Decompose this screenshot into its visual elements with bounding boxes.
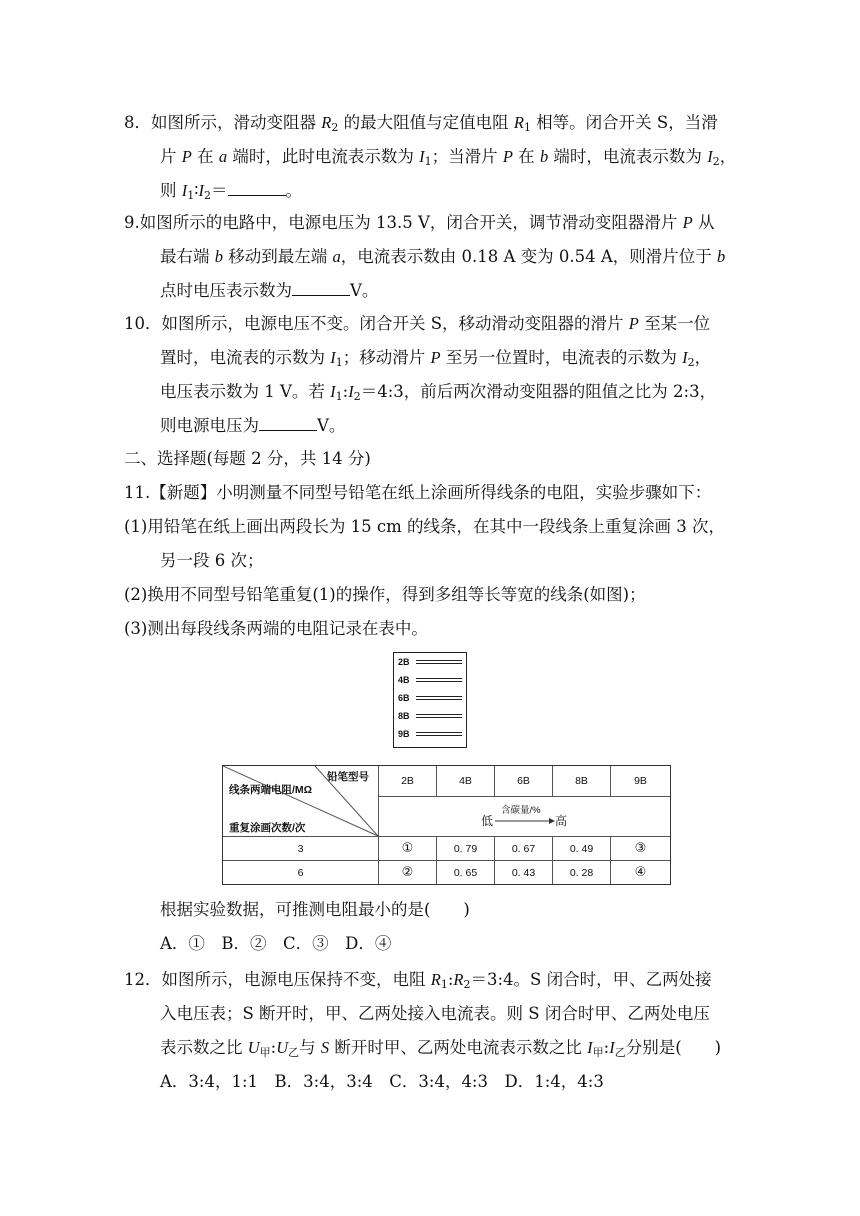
q11-question: 根据实验数据，可推测电阻最小的是( ) (160, 900, 470, 919)
question-10 (124, 307, 744, 443)
header-resistance: 线条两端电阻/MΩ (229, 784, 313, 796)
table-cell: 0. 79 (453, 842, 478, 855)
resistance-table (222, 765, 671, 885)
carbon-low-label: 低 (481, 814, 494, 828)
question-12 (124, 963, 744, 1099)
column-header: 4B (459, 775, 472, 787)
q10-line-4: 则电源电压为 V。 (124, 409, 744, 443)
q11-step-1-cont: 另一段 6 次； (160, 551, 264, 570)
q9-line-3: 点时电压表示数为 V。 (124, 274, 744, 308)
q11-line-1: 11.【新题】小明测量不同型号铅笔在纸上涂画所得线条的电阻，实验步骤如下： (124, 483, 712, 502)
q9-line-2: 最右端 b 移动到最左端 a，电流表示数由 0.18 A 变为 0.54 A，则滑片位于 b (160, 247, 726, 266)
q12-line-2: 入电压表；S 断开时，甲、乙两处接入电流表。则 S 闭合时甲、乙两处电压 (160, 1004, 710, 1023)
q11-step-1: (1)用铅笔在纸上画出两段长为 15 cm 的线条，在其中一段线条上重复涂画 3 次， (124, 517, 725, 536)
table-cell: 0. 28 (569, 866, 594, 879)
q12-options[interactable]: A．3:4，1:1 B．3:4，3:4 C．3:4，4:3 D．1:4，4:3 (160, 1072, 604, 1091)
q8-line-2: 片 P 在 a 端时，此时电流表示数为 $I_1$；当滑片 P 在 b 端时，电流表示数为 $I_2$， (160, 147, 737, 168)
carbon-content-label: 含碳量/% (501, 805, 541, 816)
column-header: 6B (517, 775, 530, 787)
q11-step-3: (3)测出每段线条两端的电阻记录在表中。 (124, 619, 428, 638)
table-row-times: 6 (297, 866, 304, 879)
header-pencil-type: 铅笔型号 (327, 771, 369, 783)
section-heading: 二、选择题(每题 2 分，共 14 分) (124, 449, 371, 468)
carbon-arrow-icon (495, 816, 555, 826)
table-cell: 0. 67 (511, 842, 536, 855)
column-header: 2B (401, 775, 414, 787)
q12-line-3: 表示数之比 $U_甲:U_乙$与 S 断开时甲、乙两处电流表示数之比 $I_甲:I_乙$分别是( ) (160, 1038, 722, 1059)
table-row-times: 3 (297, 842, 304, 855)
question-8 (124, 106, 744, 208)
answer-blank[interactable] (259, 412, 317, 431)
table-cell: 0. 65 (453, 866, 478, 879)
table-cell: 0. 43 (511, 866, 536, 879)
q9-line-1: 9.如图所示的电路中，电源电压为 13.5 V，闭合开关，调节滑动变阻器滑片 P 从 (124, 213, 715, 232)
carbon-high-label: 高 (555, 814, 568, 828)
answer-blank[interactable] (292, 277, 350, 296)
table-cell: ③ (634, 841, 647, 856)
q8-line-1: 8．如图所示，滑动变阻器 $R_2$ 的最大阻值与定值电阻 $R_1$ 相等。闭合开关 S，当滑 (124, 113, 718, 134)
q8-line-3: 则 $I_1∶I_2=$ 。 (124, 174, 744, 208)
q11-options[interactable]: A．① B．② C．③ D．④ (160, 934, 392, 953)
table-cell: ① (401, 841, 414, 856)
q11-step-2: (2)换用不同型号铅笔重复(1)的操作，得到多组等长等宽的线条(如图)； (124, 585, 646, 604)
header-times: 重复涂画次数/次 (229, 822, 306, 834)
q10-line-1: 10．如图所示，电源电压不变。闭合开关 S，移动滑动变阻器的滑片 P 至某一位 (124, 314, 711, 333)
question-9 (124, 206, 744, 308)
table-cell: 0. 49 (569, 842, 594, 855)
q12-line-1: 12．如图所示，电源电压保持不变，电阻 $R_1:R_2=3:4$。S 闭合时，甲、乙两处接 (124, 970, 712, 991)
q10-line-3: 电压表示数为 1 V。若 $I_1:I_2=4:3$，前后两次滑动变阻器的阻值之比为 2:3， (160, 382, 717, 403)
pencil-lines-figure: 2B 4B 6B 8B 9B (393, 652, 467, 748)
q11-prompt (124, 893, 744, 961)
column-header: 9B (634, 775, 647, 787)
table-cell: ④ (634, 865, 647, 880)
column-header: 8B (575, 775, 588, 787)
q10-line-2: 置时，电流表的示数为 $I_1$；移动滑片 P 至另一位置时，电流表的示数为 $I_2$， (160, 348, 712, 369)
table-cell: ② (401, 865, 414, 880)
answer-blank[interactable] (228, 177, 286, 196)
question-11 (124, 476, 744, 646)
